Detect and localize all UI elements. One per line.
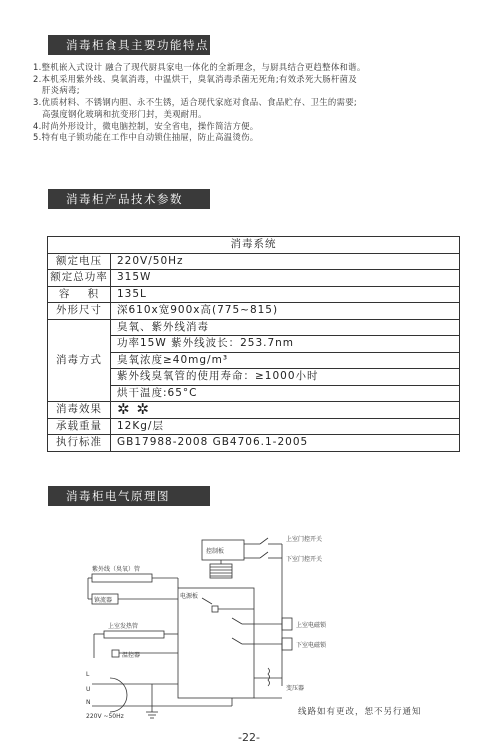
label-supply: 220V ~50Hz xyxy=(86,713,124,720)
spec-label: 外形尺寸 xyxy=(48,303,111,320)
spec-label: 承载重量 xyxy=(48,418,111,435)
label-N: N xyxy=(86,699,91,706)
spec-value: 紫外线臭氧管的使用寿命：≥1000小时 xyxy=(111,369,460,386)
table-row xyxy=(48,253,460,270)
feature-line-4: 4.时尚外形设计，微电脑控制，安全省电，操作简洁方便。 xyxy=(33,120,259,131)
upper-lock xyxy=(282,618,292,630)
table-row xyxy=(48,286,460,303)
table-row xyxy=(48,418,460,435)
section-title-specs: 消毒柜产品技术参数 xyxy=(48,189,210,209)
feature-line-3: 3.优质材料、不锈钢内胆、永不生锈，适合现代家庭对食品、食品贮存、卫生的需要; xyxy=(33,97,358,108)
spec-label: 额定总功率 xyxy=(48,270,111,287)
table-row xyxy=(48,303,460,320)
feature-line-1: 1.整机嵌入式设计 融合了现代厨具家电一体化的全新理念，与厨具结合更趋整体和谐。 xyxy=(33,62,366,72)
label-upper-lock: 上室电磁锁 xyxy=(296,622,327,629)
lower-lock xyxy=(282,638,292,650)
section-title-circuit: 消毒柜电气原理图 xyxy=(48,486,210,506)
spec-value: 功率15W 紫外线波长：253.7nm xyxy=(111,336,460,353)
spec-label: 消毒方式 xyxy=(48,319,111,402)
section-title-features: 消毒柜食具主要功能特点 xyxy=(48,35,210,55)
feature-line-3b: 高强度钢化玻璃和抗变形门封，美观耐用。 xyxy=(42,108,207,119)
spec-value: 12Kg/层 xyxy=(111,418,460,435)
spec-value: 深610x宽900x高(775~815) xyxy=(111,303,460,320)
spec-label: 额定电压 xyxy=(48,253,111,270)
temp-controller xyxy=(112,650,119,657)
label-transformer: 变压器 xyxy=(286,685,305,692)
spec-value: 220V/50Hz xyxy=(111,253,460,270)
table-row xyxy=(48,319,460,336)
change-notice: 线路如有更改，恕不另行通知 xyxy=(298,707,422,717)
table-row xyxy=(48,270,460,287)
spec-value: 135L xyxy=(111,286,460,303)
spec-label: 消毒效果 xyxy=(48,402,111,419)
circuit-diagram xyxy=(82,528,382,723)
label-upper-heater: 上室发热管 xyxy=(108,623,139,630)
spec-label: 容 积 xyxy=(48,286,111,303)
uv-tube xyxy=(92,574,152,582)
label-uv-tube: 紫外线（臭氧）管 xyxy=(92,566,141,573)
feature-line-2b: 肝炎病毒; xyxy=(42,85,80,96)
label-power-board: 电源板 xyxy=(180,593,199,600)
spec-value: 315W xyxy=(111,270,460,287)
label-temp-controller: 温控器 xyxy=(122,652,141,659)
label-L: L xyxy=(86,671,90,678)
spec-value: 臭氧、紫外线消毒 xyxy=(111,319,460,336)
spec-table xyxy=(47,236,460,452)
upper-heater xyxy=(104,631,164,638)
table-header: 消毒系统 xyxy=(48,237,460,254)
features-list xyxy=(33,62,473,144)
feature-line-5: 5.特有电子锁功能在工作中自动锁住抽屉，防止高温烫伤。 xyxy=(33,132,259,143)
label-lower-lock: 下室电磁锁 xyxy=(296,642,327,649)
page-number: -22- xyxy=(238,731,260,744)
power-board-frame xyxy=(178,588,254,698)
label-control-board: 控制板 xyxy=(206,548,225,555)
table-row xyxy=(48,435,460,452)
feature-line-2: 2.本机采用紫外线、臭氧消毒，中温烘干，臭氧消毒杀菌无死角;有效杀死大肠杆菌及 xyxy=(33,73,358,84)
spec-value: 臭氧浓度≥40mg/m³ xyxy=(111,352,460,369)
spec-value: GB17988-2008 GB4706.1-2005 xyxy=(111,435,460,452)
label-ballast: 镇流器 xyxy=(94,597,113,604)
table-row xyxy=(48,237,460,254)
spec-value: 烘干温度:65°C xyxy=(111,385,460,402)
label-upper-door-switch: 上室门控开关 xyxy=(286,536,323,543)
table-row xyxy=(48,402,460,419)
label-U: U xyxy=(86,686,91,693)
spec-label: 执行标准 xyxy=(48,435,111,452)
label-lower-door-switch: 下室门控开关 xyxy=(286,556,323,563)
effect-flower-icons: ✲ ✲ xyxy=(111,402,460,419)
